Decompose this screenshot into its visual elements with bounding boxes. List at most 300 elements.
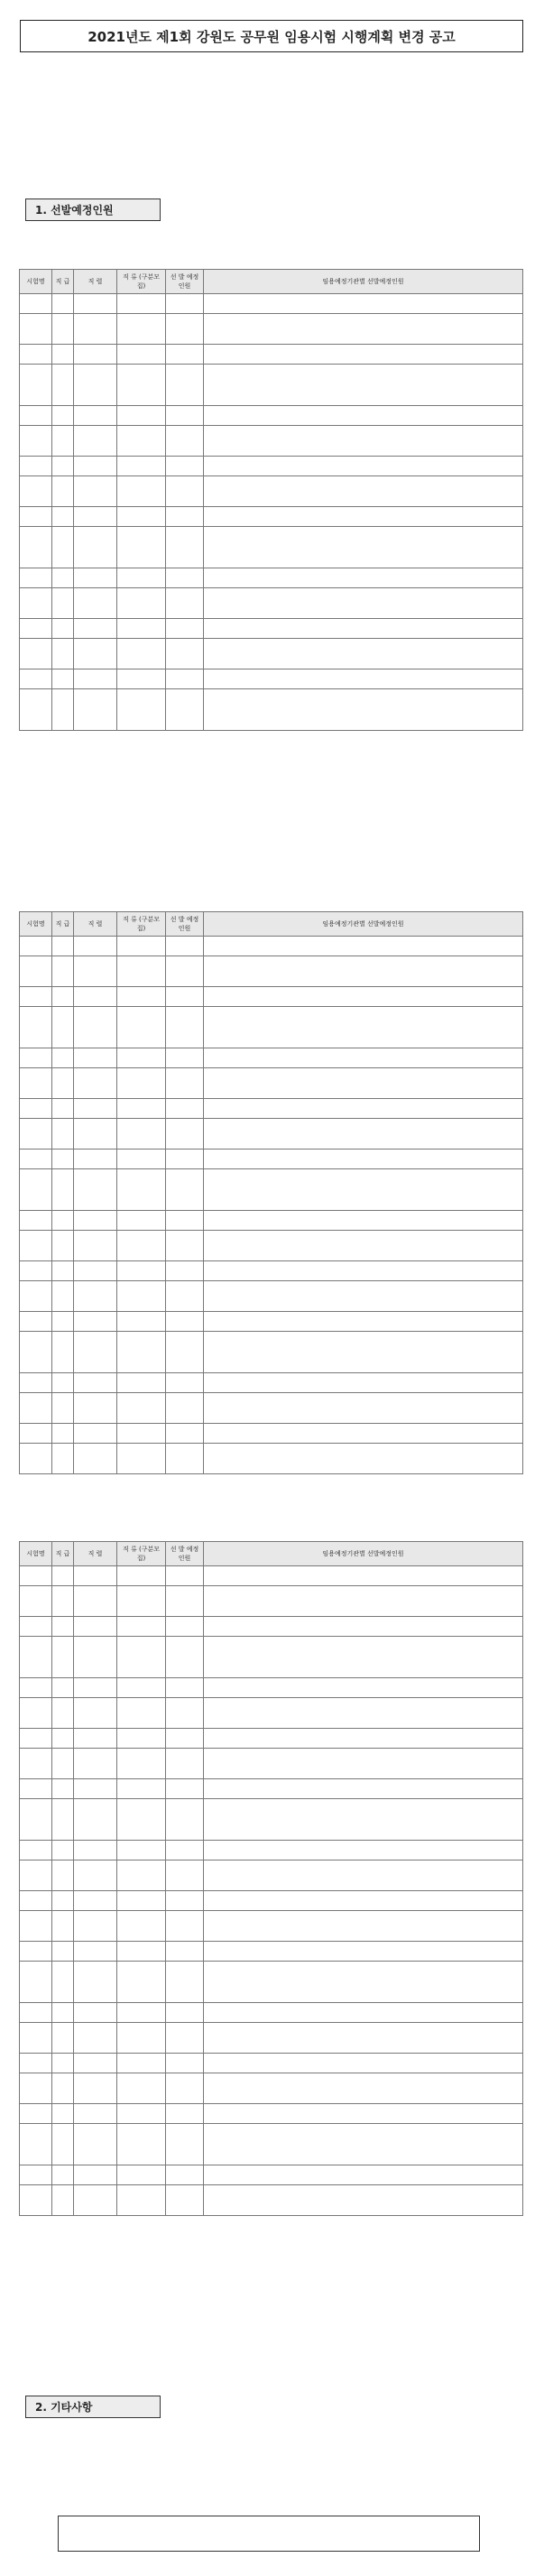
table-cell (166, 1586, 204, 1617)
table-cell (20, 1068, 52, 1099)
table-cell (117, 2165, 166, 2185)
table-cell (74, 1099, 117, 1119)
table-cell (204, 2023, 523, 2054)
recruitment-table-1-body (20, 294, 523, 731)
table-cell (20, 2185, 52, 2216)
table-cell (117, 527, 166, 568)
table-cell (52, 1312, 74, 1332)
table-cell (166, 476, 204, 507)
table-cell (117, 1119, 166, 1150)
table-row (20, 937, 523, 956)
table-cell (166, 1860, 204, 1891)
table-cell (52, 1962, 74, 2003)
column-header-detail: 임용예정기관별 선발예정인원 (204, 912, 523, 937)
table-cell (52, 1231, 74, 1261)
table-cell (52, 1617, 74, 1637)
table-cell (166, 426, 204, 457)
table-cell (74, 1424, 117, 1444)
table-row (20, 1678, 523, 1698)
table-cell (204, 1962, 523, 2003)
table-cell (204, 1169, 523, 1211)
table-cell (166, 1373, 204, 1393)
table-row (20, 1891, 523, 1911)
table-row (20, 507, 523, 527)
table-cell (117, 639, 166, 669)
table-cell (166, 588, 204, 619)
table-cell (20, 588, 52, 619)
table-cell (204, 1312, 523, 1332)
table-cell (20, 2104, 52, 2124)
table-cell (20, 619, 52, 639)
table-cell (52, 1729, 74, 1749)
table-row (20, 426, 523, 457)
column-header-series: 직 렬 (74, 1542, 117, 1566)
table-cell (117, 588, 166, 619)
table-cell (117, 1617, 166, 1637)
table-cell (74, 1231, 117, 1261)
table-row (20, 2165, 523, 2185)
table-cell (20, 1444, 52, 1474)
table-cell (204, 314, 523, 345)
table-row (20, 314, 523, 345)
table-cell (166, 1444, 204, 1474)
table-cell (204, 1068, 523, 1099)
table-cell (204, 689, 523, 731)
table-row (20, 1860, 523, 1891)
table-cell (20, 507, 52, 527)
table-cell (74, 1566, 117, 1586)
table-cell (74, 476, 117, 507)
table-cell (166, 1698, 204, 1729)
table-cell (52, 1891, 74, 1911)
table-cell (166, 956, 204, 987)
table-cell (52, 1393, 74, 1424)
table-cell (117, 2185, 166, 2216)
table-cell (20, 689, 52, 731)
table-row (20, 1942, 523, 1962)
table-cell (166, 1312, 204, 1332)
recruitment-table-2-header (20, 912, 523, 937)
table-cell (166, 294, 204, 314)
table-cell (204, 2185, 523, 2216)
table-cell (204, 2165, 523, 2185)
recruitment-table-3-header (20, 1542, 523, 1566)
table-cell (117, 2054, 166, 2073)
table-cell (166, 689, 204, 731)
table-cell (117, 1637, 166, 1678)
table-cell (52, 1586, 74, 1617)
table-cell (52, 1150, 74, 1169)
table-row (20, 987, 523, 1007)
table-cell (52, 1068, 74, 1099)
table-cell (74, 1048, 117, 1068)
table-cell (166, 1841, 204, 1860)
table-cell (20, 314, 52, 345)
table-cell (20, 1729, 52, 1749)
table-cell (52, 1698, 74, 1729)
table-cell (204, 987, 523, 1007)
table-cell (52, 1860, 74, 1891)
table-cell (117, 689, 166, 731)
table-cell (204, 1007, 523, 1048)
column-header-category: 직 류 (구분모집) (117, 912, 166, 937)
table-cell (166, 1678, 204, 1698)
table-cell (52, 1211, 74, 1231)
table-cell (52, 689, 74, 731)
table-cell (52, 406, 74, 426)
table-cell (20, 1099, 52, 1119)
table-cell (20, 1779, 52, 1799)
table-cell (74, 669, 117, 689)
column-header-grade: 직 급 (52, 270, 74, 294)
table-cell (52, 2185, 74, 2216)
table-cell (52, 588, 74, 619)
table-cell (20, 1749, 52, 1779)
table-row (20, 476, 523, 507)
table-cell (74, 987, 117, 1007)
table-row (20, 1698, 523, 1729)
table-cell (20, 2003, 52, 2023)
table-cell (52, 1444, 74, 1474)
table-cell (74, 1678, 117, 1698)
table-cell (166, 1261, 204, 1281)
table-cell (74, 1261, 117, 1281)
table-row (20, 568, 523, 588)
table-row (20, 294, 523, 314)
table-cell (20, 1373, 52, 1393)
table-cell (20, 1617, 52, 1637)
table-cell (20, 1891, 52, 1911)
table-cell (166, 507, 204, 527)
table-cell (204, 669, 523, 689)
table-cell (204, 1332, 523, 1373)
table-cell (52, 1119, 74, 1150)
table-cell (204, 294, 523, 314)
table-cell (74, 2023, 117, 2054)
table-cell (204, 568, 523, 588)
column-header-exam: 시험명 (20, 912, 52, 937)
table-cell (166, 2054, 204, 2073)
table-cell (20, 1942, 52, 1962)
table-row (20, 1281, 523, 1312)
table-cell (74, 956, 117, 987)
table-cell (20, 1211, 52, 1231)
column-header-category: 직 류 (구분모집) (117, 1542, 166, 1566)
table-cell (204, 406, 523, 426)
table-row (20, 457, 523, 476)
table-cell (117, 2003, 166, 2023)
table-cell (166, 1779, 204, 1799)
table-cell (74, 1729, 117, 1749)
table-cell (204, 1911, 523, 1942)
table-cell (74, 1962, 117, 2003)
table-cell (20, 426, 52, 457)
table-cell (117, 1332, 166, 1373)
table-row (20, 1911, 523, 1942)
table-row (20, 1393, 523, 1424)
table-cell (204, 1119, 523, 1150)
table-cell (52, 1841, 74, 1860)
table-cell (52, 987, 74, 1007)
table-cell (52, 1048, 74, 1068)
table-cell (204, 1261, 523, 1281)
table-cell (20, 987, 52, 1007)
table-cell (166, 1007, 204, 1048)
table-cell (20, 2165, 52, 2185)
recruitment-table-2-body (20, 937, 523, 1474)
column-header-count: 선 발 예정인원 (166, 1542, 204, 1566)
table-cell (117, 314, 166, 345)
column-header-count: 선 발 예정인원 (166, 270, 204, 294)
table-cell (204, 507, 523, 527)
table-cell (204, 1617, 523, 1637)
table-cell (166, 1231, 204, 1261)
table-row (20, 1962, 523, 2003)
table-cell (204, 1860, 523, 1891)
table-row (20, 1779, 523, 1799)
table-row (20, 2073, 523, 2104)
page-title: 2021년도 제1회 강원도 공무원 임용시험 시행계획 변경 공고 (20, 20, 523, 52)
table-cell (117, 2104, 166, 2124)
table-cell (52, 937, 74, 956)
table-cell (20, 2054, 52, 2073)
table-row (20, 1048, 523, 1068)
table-cell (20, 568, 52, 588)
table-row (20, 1261, 523, 1281)
table-cell (117, 2073, 166, 2104)
table-cell (20, 1860, 52, 1891)
table-cell (166, 314, 204, 345)
table-cell (117, 987, 166, 1007)
table-cell (20, 345, 52, 365)
table-cell (74, 294, 117, 314)
table-cell (74, 1150, 117, 1169)
table-cell (204, 1678, 523, 1698)
table-cell (74, 2124, 117, 2165)
table-cell (52, 457, 74, 476)
table-cell (74, 1586, 117, 1617)
table-cell (117, 956, 166, 987)
table-cell (52, 1749, 74, 1779)
table-cell (204, 345, 523, 365)
table-cell (74, 1169, 117, 1211)
table-row (20, 1211, 523, 1231)
table-cell (166, 1169, 204, 1211)
table-cell (166, 2104, 204, 2124)
table-row (20, 406, 523, 426)
table-cell (52, 2054, 74, 2073)
table-cell (74, 2003, 117, 2023)
table-cell (52, 1169, 74, 1211)
table-cell (52, 619, 74, 639)
table-cell (52, 1911, 74, 1942)
table-row (20, 1068, 523, 1099)
table-cell (52, 1678, 74, 1698)
table-cell (204, 1211, 523, 1231)
table-cell (166, 365, 204, 406)
column-header-exam: 시험명 (20, 1542, 52, 1566)
table-cell (52, 365, 74, 406)
table-row (20, 1169, 523, 1211)
notes-list (34, 2224, 512, 2376)
table-cell (204, 527, 523, 568)
table-cell (74, 1698, 117, 1729)
table-cell (204, 1637, 523, 1678)
table-cell (52, 426, 74, 457)
note-item (34, 2224, 512, 2246)
table-cell (74, 365, 117, 406)
recruitment-table-1 (19, 269, 523, 731)
table-cell (117, 1779, 166, 1799)
column-header-exam: 시험명 (20, 270, 52, 294)
table-cell (74, 406, 117, 426)
table-cell (117, 1891, 166, 1911)
table-cell (74, 527, 117, 568)
table-cell (20, 1678, 52, 1698)
column-header-grade: 직 급 (52, 1542, 74, 1566)
table-cell (117, 1444, 166, 1474)
table-cell (74, 1373, 117, 1393)
table-row (20, 1231, 523, 1261)
table-cell (74, 568, 117, 588)
table-row (20, 365, 523, 406)
table-cell (74, 1749, 117, 1779)
table-cell (117, 1373, 166, 1393)
table-row (20, 1119, 523, 1150)
table-row (20, 1586, 523, 1617)
table-cell (204, 2003, 523, 2023)
table-cell (117, 669, 166, 689)
table-cell (117, 1211, 166, 1231)
table-cell (204, 1749, 523, 1779)
table-cell (20, 1119, 52, 1150)
note-item (34, 2300, 512, 2322)
table-cell (204, 1231, 523, 1261)
table-cell (74, 639, 117, 669)
table-cell (117, 1860, 166, 1891)
table-row (20, 1799, 523, 1841)
table-cell (166, 2073, 204, 2104)
table-cell (52, 2023, 74, 2054)
table-cell (52, 507, 74, 527)
table-cell (204, 1891, 523, 1911)
table-cell (74, 619, 117, 639)
table-cell (20, 2023, 52, 2054)
table-cell (52, 1261, 74, 1281)
table-cell (117, 1729, 166, 1749)
table-cell (117, 1962, 166, 2003)
table-row (20, 1566, 523, 1586)
table-cell (52, 1799, 74, 1841)
table-cell (204, 1698, 523, 1729)
table-cell (52, 568, 74, 588)
table-row (20, 639, 523, 669)
table-row (20, 1749, 523, 1779)
table-cell (74, 1799, 117, 1841)
table-cell (74, 937, 117, 956)
table-cell (20, 1698, 52, 1729)
table-cell (117, 1312, 166, 1332)
table-cell (74, 1068, 117, 1099)
table-cell (52, 2124, 74, 2165)
table-cell (204, 2054, 523, 2073)
table-cell (74, 1211, 117, 1231)
table-cell (74, 1312, 117, 1332)
table-cell (52, 1281, 74, 1312)
table-cell (20, 527, 52, 568)
table-cell (117, 1911, 166, 1942)
table-cell (74, 1911, 117, 1942)
table-cell (204, 1393, 523, 1424)
table-row (20, 527, 523, 568)
table-cell (52, 1373, 74, 1393)
column-header-series: 직 렬 (74, 912, 117, 937)
table-cell (166, 1911, 204, 1942)
table-cell (166, 619, 204, 639)
table-cell (20, 1393, 52, 1424)
table-cell (52, 345, 74, 365)
table-cell (204, 1841, 523, 1860)
table-cell (74, 1779, 117, 1799)
table-cell (117, 1007, 166, 1048)
table-cell (117, 1231, 166, 1261)
table-cell (166, 2165, 204, 2185)
table-cell (117, 1150, 166, 1169)
table-cell (117, 1424, 166, 1444)
table-cell (74, 426, 117, 457)
table-cell (52, 1099, 74, 1119)
table-cell (117, 476, 166, 507)
table-cell (204, 956, 523, 987)
table-cell (52, 476, 74, 507)
table-row (20, 1637, 523, 1678)
table-cell (166, 639, 204, 669)
table-cell (20, 457, 52, 476)
table-cell (166, 1891, 204, 1911)
table-cell (74, 1841, 117, 1860)
table-row (20, 1312, 523, 1332)
table-cell (117, 1169, 166, 1211)
table-cell (20, 1566, 52, 1586)
table-row (20, 1373, 523, 1393)
table-cell (166, 1099, 204, 1119)
table-cell (117, 1698, 166, 1729)
table-row (20, 1424, 523, 1444)
table-cell (117, 1281, 166, 1312)
table-row (20, 669, 523, 689)
table-cell (204, 2073, 523, 2104)
table-cell (20, 1312, 52, 1332)
table-cell (74, 507, 117, 527)
table-cell (20, 1150, 52, 1169)
table-cell (204, 2104, 523, 2124)
table-cell (166, 669, 204, 689)
table-cell (204, 1099, 523, 1119)
table-cell (204, 619, 523, 639)
table-cell (52, 1637, 74, 1678)
table-cell (52, 1424, 74, 1444)
table-cell (20, 1962, 52, 2003)
table-cell (117, 1068, 166, 1099)
table-cell (166, 1332, 204, 1373)
table-cell (20, 1424, 52, 1444)
table-cell (117, 1261, 166, 1281)
table-row (20, 2124, 523, 2165)
table-cell (117, 1841, 166, 1860)
table-cell (20, 1332, 52, 1373)
table-row (20, 588, 523, 619)
table-cell (20, 1911, 52, 1942)
